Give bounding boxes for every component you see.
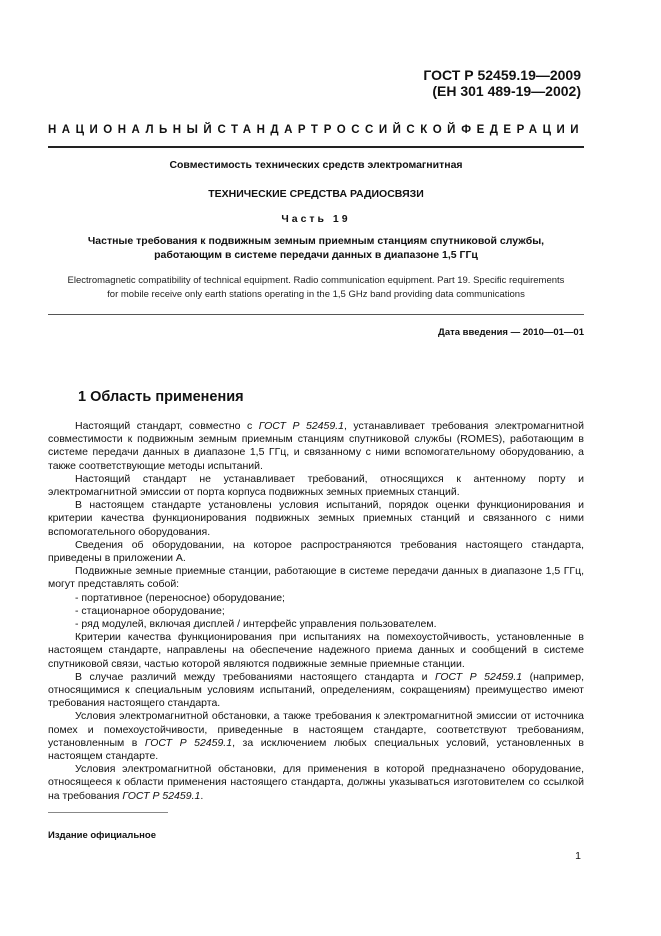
page-number: 1	[575, 850, 581, 862]
national-standard-title	[48, 124, 584, 136]
list-item: - ряд модулей, включая дисплей / интерфейс управления пользователем.	[75, 618, 437, 631]
compatibility-title: Совместимость технических средств электромагнитная	[169, 159, 463, 171]
paragraph: Подвижные земные приемные станции, работающие в системе передачи данных в диапазоне 1,5 ГГц, могут представлять собой:	[48, 565, 584, 591]
list-item: - стационарное оборудование;	[75, 604, 225, 617]
introduction-date: Дата введения — 2010—01—01	[438, 327, 584, 338]
paragraph: В настоящем стандарте установлены условия испытаний, порядок оценки функционирования и критерии качества функционирования подвижных земных приемных станций и связанного с ними вспомогательного оборудования.	[48, 499, 584, 538]
title-word: ФЕДЕРАЦИИ	[461, 124, 584, 136]
title-word: НАЦИОНАЛЬНЫЙ	[48, 124, 218, 136]
subtitle-line: работающим в системе передачи данных в диапазоне 1,5 ГГц	[154, 249, 478, 261]
list-item: - портативное (переносное) оборудование;	[75, 591, 285, 604]
reference-link: ГОСТ Р 52459.1	[258, 420, 344, 432]
paragraph: Настоящий стандарт, совместно с ГОСТ Р 52459.1, устанавливает требования электромагнитной совместимости к подвижным земным приемным станциям спутниковой службы (ROMES), работающим в системе передачи данных в диапазоне 1,5 ГГц, и связанному с ними вспомогательному оборудованию, а также соответствующие методы испытаний.	[48, 420, 584, 472]
subtitle-line: Частные требования к подвижным земным приемным станциям спутниковой службы,	[87, 235, 545, 247]
paragraph: Настоящий стандарт не устанавливает требований, относящихся к антенному порту и электромагнитной эмиссии от порта корпуса подвижных земных приемных станций.	[48, 472, 584, 499]
title-divider	[48, 146, 584, 148]
standard-code	[423, 67, 581, 99]
paragraph: Условия электромагнитной обстановки, а также требования к электромагнитной эмиссии от источника помех и помехоустойчивости, приведенные в настоящем стандарте, соответствуют требованиям, установленным в ГОСТ Р 52459.1, за исключением любых специальных условий, установленных в настоящем стандарте.	[48, 710, 584, 763]
part-label: Часть 19	[281, 213, 351, 225]
paragraph: Критерии качества функционирования при испытаниях на помехоустойчивость, установленные в настоящем стандарте, направлены на обеспечение надежного приема данных и сообщений в системе спутниковой связи, частью которой являются подвижные земные приемные станции.	[48, 631, 584, 670]
english-title	[48, 274, 584, 302]
title-word: РОССИЙСКОЙ	[323, 124, 461, 136]
english-title-line: Electromagnetic compatibility of technical equipment. Radio communication equipment. Part 19. Specific requirements	[67, 275, 565, 286]
official-edition-label: Издание официальное	[48, 830, 156, 841]
footer-divider	[48, 812, 168, 813]
standard-number: ГОСТ Р 52459.19—2009	[423, 67, 581, 83]
reference-link: ГОСТ Р 52459.1	[144, 736, 233, 749]
paragraph: В случае различий между требованиями настоящего стандарта и ГОСТ Р 52459.1 (например, относящимися к специальным условиям испытаний, определениям, сокращениям) преимущество имеют требования настоящего стандарта.	[48, 670, 584, 710]
section-heading: 1 Область применения	[78, 389, 244, 405]
reference-link: ГОСТ Р 52459.1	[122, 789, 201, 802]
part-subtitle	[48, 234, 584, 262]
reference-link: ГОСТ Р 52459.1	[435, 670, 523, 683]
paragraph: Условия электромагнитной обстановки, для применения в которой предназначено оборудование, относящееся к области применения настоящего стандарта, должны указываться изготовителем со ссылкой на требования ГОСТ Р 52459.1.	[48, 763, 584, 802]
european-standard-number: (ЕН 301 489-19—2002)	[432, 83, 581, 99]
radio-equipment-title: ТЕХНИЧЕСКИЕ СРЕДСТВА РАДИОСВЯЗИ	[208, 188, 424, 200]
title-word: СТАНДАРТ	[217, 124, 324, 136]
english-title-line: for mobile receive only earth stations operating in the 1,5 GHz band providing data communications	[107, 289, 525, 300]
header-divider	[48, 314, 584, 315]
section-body	[48, 420, 584, 803]
paragraph: Сведения об оборудовании, на которое распространяются требования настоящего стандарта, приведены в приложении А.	[48, 538, 584, 565]
